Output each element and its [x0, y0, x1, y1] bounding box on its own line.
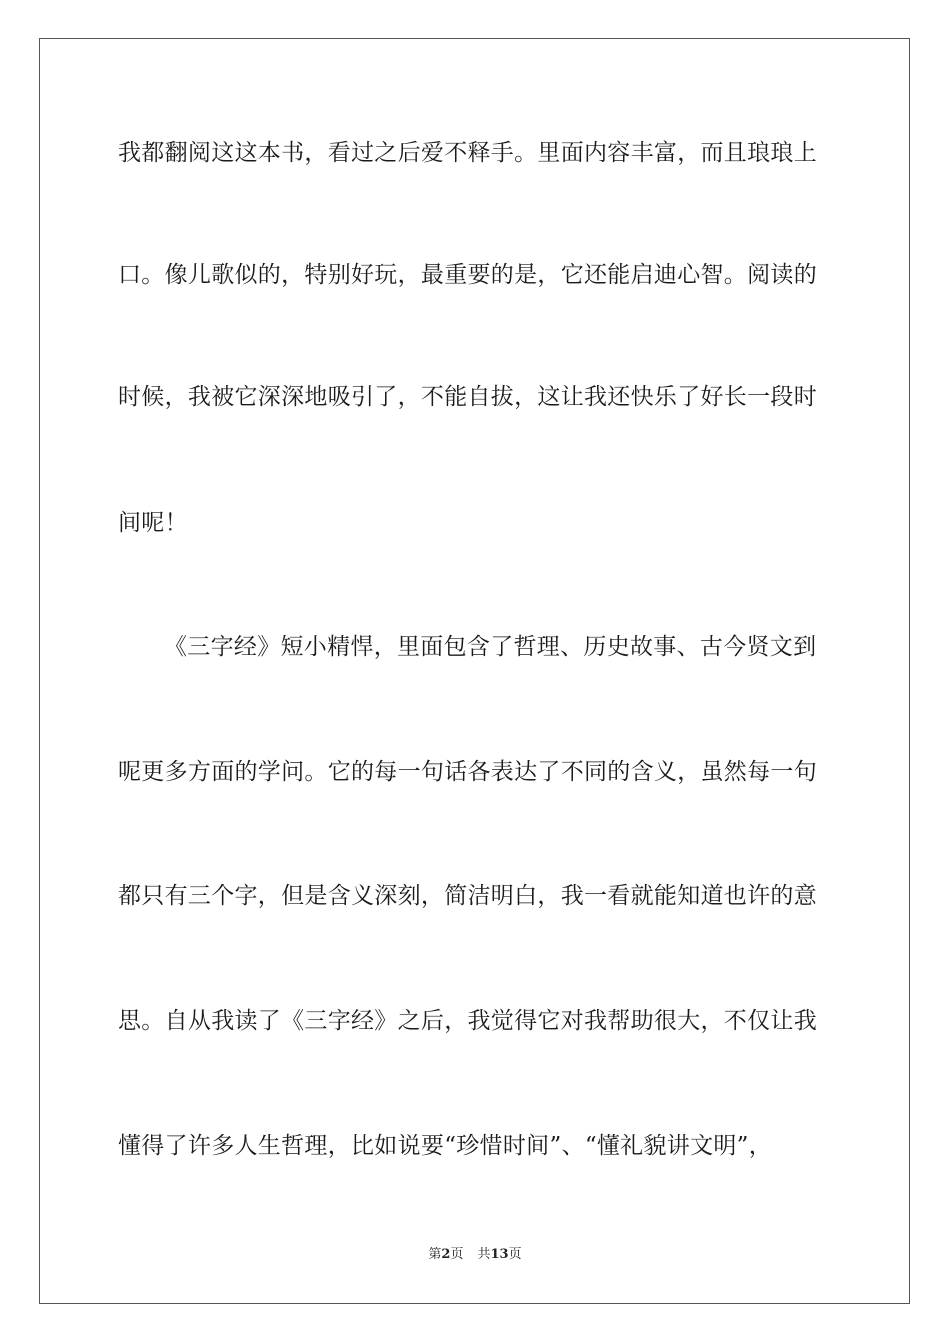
footer-total-prefix: 共 — [477, 1247, 491, 1262]
page-frame — [39, 38, 910, 1304]
footer-page-prefix: 第 — [428, 1247, 442, 1262]
footer-page-suffix: 页 — [450, 1247, 464, 1262]
footer-page-number: 2 — [441, 1247, 451, 1262]
text-line-3: 时候，我被它深深地吸引了，不能自拔，这让我还快乐了好长一段时 — [118, 384, 817, 410]
text-line-1: 我都翻阅这这本书，看过之后爱不释手。里面内容丰富，而且琅琅上 — [118, 140, 817, 166]
footer-total-suffix: 页 — [508, 1247, 522, 1262]
text-line-8: 思。自从我读了《三字经》之后，我觉得它对我帮助很大，不仅让我 — [118, 1008, 817, 1034]
text-line-6: 呢更多方面的学问。它的每一句话各表达了不同的含义，虽然每一句 — [118, 759, 817, 785]
text-line-2: 口。像儿歌似的，特别好玩，最重要的是，它还能启迪心智。阅读的 — [118, 262, 817, 288]
text-line-9: 懂得了许多人生哲理，比如说要“珍惜时间”、“懂礼貌讲文明”， — [118, 1133, 773, 1159]
text-line-4: 间呢！ — [118, 510, 188, 536]
page-footer — [0, 1246, 950, 1264]
text-line-7: 都只有三个字，但是含义深刻，简洁明白，我一看就能知道也许的意 — [118, 883, 817, 909]
footer-total-pages: 13 — [490, 1247, 509, 1262]
text-line-5: 《三字经》短小精悍，里面包含了哲理、历史故事、古今贤文到 — [164, 634, 817, 660]
